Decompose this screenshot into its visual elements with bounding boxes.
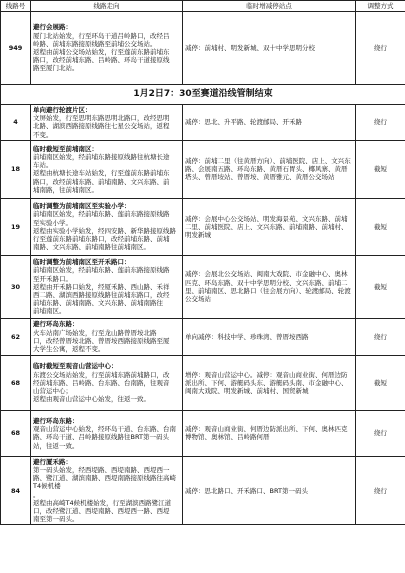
route-line: 前埔南区始发，经前埔东路、莲前东路接原线路 <box>33 266 170 275</box>
route-line: 厦门北站始发，行至环岛干道吕岭路口，改经吕 <box>33 31 170 40</box>
route-line: 路口，改经前埔东路、前埔南路、文兴东路、前 <box>33 177 170 186</box>
route-line: 前埔南区始发，经前埔东路接原线路往杭塘长途 <box>33 152 170 161</box>
route-line: 文屏始发，行至思明东路思明北路口，改经思明 <box>33 114 170 123</box>
route-number: 68 <box>1 355 31 410</box>
table-row <box>1 140 405 198</box>
route-line: 返程由高崎T4候机楼始发，行至湖滨西路鹭江道 <box>33 498 172 507</box>
route-number: 30 <box>1 255 31 318</box>
table-row <box>1 12 405 85</box>
route-line: 返程由前埔公交场站始发，行至莲前东路前埔东 <box>33 48 170 56</box>
route-line: 前埔东路、前埔南路、文兴东路、前埔南路往 <box>33 299 163 308</box>
temp-stops: 减停：思北路口、开禾路口、BRT第一码头 <box>183 456 356 525</box>
adjust-method: 绕行 <box>356 456 405 525</box>
route-line: 西二路、湖滨西路接原线路往前埔东路口，改经 <box>33 290 170 299</box>
route-direction <box>31 198 183 255</box>
section-title: 1月2日7：30至赛道沿线管制结束 <box>1 85 405 105</box>
route-title: 避行环岛东路： <box>33 416 79 425</box>
route-title: 避行会展路： <box>33 23 72 32</box>
adjust-method: 截短 <box>356 355 405 410</box>
route-number: 4 <box>1 105 31 141</box>
route-line: 经前埔东路、吕岭路、台东路、台南路，往观音 <box>33 378 170 387</box>
table-row <box>1 198 405 255</box>
temp-stops: 减停：思北、升平路、轮渡邮局、开禾路 <box>183 105 356 141</box>
route-line: 返程由开禾路口始发，经厦禾路、西山路、禾祥 <box>33 282 170 291</box>
table-body-a <box>1 12 405 85</box>
header-route-no: 线路号 <box>1 1 31 12</box>
route-line: 第一码头始发，经西堤路、西堤南路、西堤西一 <box>33 466 170 475</box>
header-temp-stops: 临时增减停站点 <box>183 1 356 12</box>
route-line: 火车站南广场始发，行至龙山路曾厝垵北路 <box>33 328 157 337</box>
route-direction <box>31 255 183 318</box>
table-row <box>1 456 405 525</box>
route-line: 返程由杭塘长途车站始发，行至莲前东路前埔东 <box>33 169 170 178</box>
table-row <box>1 355 405 410</box>
route-direction <box>31 318 183 355</box>
route-line: 路、环岛干道、吕岭路接原线路往BRT第一码头 <box>33 433 169 442</box>
route-line: 行至莲前东路前埔东路口，改经前埔东路、前埔 <box>33 235 170 244</box>
route-line: 南至第一码头。 <box>33 515 79 524</box>
route-number: 68 <box>1 410 31 456</box>
temp-stops: 单向减停：科技中学、珍珠湾、曾厝垵西路 <box>183 318 356 355</box>
route-line: 大学生公寓，返程不变。 <box>33 345 105 354</box>
adjust-method: 绕行 <box>356 105 405 141</box>
route-line: 至开禾路口。 <box>33 274 72 283</box>
route-line: 返程由观音山营运中心始发，往返一致。 <box>33 395 150 404</box>
header-route-direction: 线路走向 <box>31 1 183 12</box>
route-number: 18 <box>1 140 31 198</box>
route-title: 临时调整为前埔南区至实验小学： <box>33 202 131 211</box>
route-number: 62 <box>1 318 31 355</box>
route-line: 至实验小学。 <box>33 218 72 227</box>
route-line: 南路、文兴东路、前埔南路往前埔南区。 <box>33 243 150 252</box>
route-line: 口，改经曾厝垵北路、曾厝垵西路接原线路至厦 <box>33 336 170 345</box>
route-line: 站，往返一致。 <box>33 441 79 450</box>
table-row <box>1 410 405 456</box>
route-line: 车站。 <box>33 161 53 170</box>
route-direction <box>31 105 183 141</box>
temp-stops: 增停：观音山营运中心。减停：观音山商业街、何厝边防派出所、下何、游艇码头东、游艇码头南、市金融中心、闽南大戏院、明发新城、前埔村、国贸新城 <box>183 355 356 410</box>
table-header-row <box>1 1 405 12</box>
route-line: 观音山营运中心始发，经环岛干道、台东路、台南 <box>33 425 176 434</box>
table-row <box>1 255 405 318</box>
route-line: 路至厦门北站。 <box>33 64 79 73</box>
route-title: 临时截短至观音山营运中心： <box>33 362 118 371</box>
route-line: 路、鹭江道、湖滨南路、西堤南路接原线路往高崎T4候机楼 <box>33 474 176 491</box>
table-body-b <box>1 105 405 525</box>
adjust-method: 绕行 <box>356 12 405 85</box>
adjust-method: 截短 <box>356 140 405 198</box>
route-direction <box>31 456 183 525</box>
route-line: 前埔南区。 <box>33 307 66 316</box>
route-line: 不变。 <box>33 130 53 139</box>
temp-stops: 减停：前埔村、明发新城、双十中学思明分校 <box>183 12 356 85</box>
temp-stops: 减停：会展中心公交场站、明发海景苑、文兴东路、前埔二里、前埔医院、店上、文兴东路、前埔南路、前埔村、明发新城 <box>183 198 356 255</box>
route-line: 北路、湖滨西路接原线路往七星公交场站，返程 <box>33 122 170 131</box>
route-line: 山营运中心； <box>33 386 72 395</box>
table-row <box>1 318 405 355</box>
adjust-method: 绕行 <box>356 410 405 456</box>
route-line: 东渡公交场站始发，行至前埔东路前埔路口，改 <box>33 370 170 379</box>
route-number: 84 <box>1 456 31 525</box>
route-line: 。 <box>33 490 40 499</box>
section-row <box>1 85 405 105</box>
route-direction <box>31 355 183 410</box>
route-number: 949 <box>1 12 31 85</box>
route-line: 埔南路，往前埔南区。 <box>33 185 98 194</box>
route-direction <box>31 410 183 456</box>
route-line: 口，改经鹭江道、西堤南路、西堤西一路、西堤 <box>33 507 170 516</box>
route-title: 单向避行轮渡片区： <box>33 106 92 114</box>
route-title: 临时调整为前埔南区至开禾路口： <box>33 258 131 267</box>
temp-stops: 减停：前埔二里（往黄厝方向）、前埔医院、店上、文兴东路、会展南五路、环岛东路、黄厝石胃头、椰风寨、黄厝塔头、曾厝垵站、曾厝垵、黄厝雅元、黄厝公交场站 <box>183 140 356 198</box>
table-row <box>1 105 405 141</box>
adjust-method: 截短 <box>356 255 405 318</box>
route-direction <box>31 140 183 198</box>
route-line: 岭路、前埔东路接原线路至前埔公交场站。 <box>33 39 157 48</box>
route-title: 避行环岛东路： <box>33 320 79 329</box>
temp-stops: 减停：会展北公交场站、闽南大戏院、市金融中心、奥林匹克、环岛东路、双十中学思明分校、文兴东路、前埔二里、前埔南区、思北路口（往会展方向）、轮渡邮局、轮渡公交场站 <box>183 255 356 318</box>
route-line: 返程由实验小学始发，经四安路、新华路接原线路 <box>33 226 176 235</box>
adjust-method: 绕行 <box>356 318 405 355</box>
route-line: 路口，改经前埔东路、吕岭路、环岛干道接原线 <box>33 56 170 65</box>
route-title: 避行厦禾路： <box>33 457 72 466</box>
temp-stops: 减停：观音山商业街、何厝边防派出所、下何、奥林匹克博物馆、奥林馆、吕岭路何厝 <box>183 410 356 456</box>
route-line: 前埔南区始发，经前埔东路、莲前东路接原线路 <box>33 210 170 219</box>
route-direction <box>31 12 183 85</box>
route-number: 19 <box>1 198 31 255</box>
header-adjust-method: 调整方式 <box>356 1 405 12</box>
route-title: 临时截短至前埔南区： <box>33 144 98 153</box>
adjust-method: 截短 <box>356 198 405 255</box>
